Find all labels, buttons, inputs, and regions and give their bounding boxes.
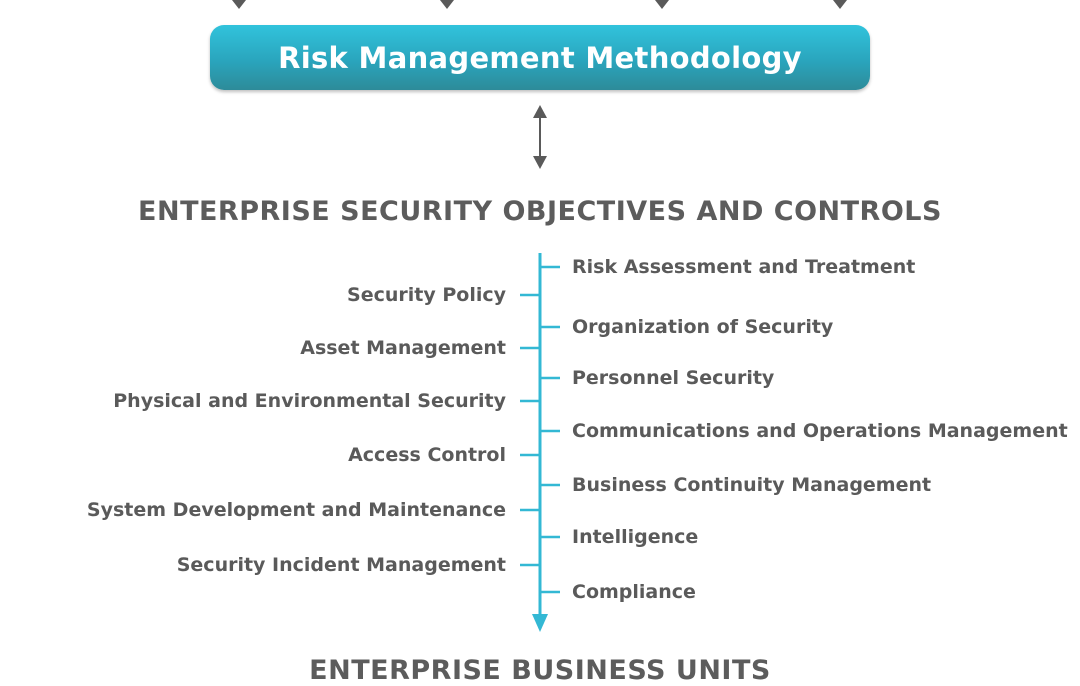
right-item: Personnel Security — [572, 367, 775, 389]
methodology-title: Risk Management Methodology — [278, 40, 802, 75]
right-item: Risk Assessment and Treatment — [572, 256, 916, 278]
right-item: Intelligence — [572, 526, 699, 548]
business-units-title: ENTERPRISE BUSINESS UNITS — [309, 655, 771, 686]
right-item: Communications and Operations Management — [572, 420, 1068, 442]
left-item: System Development and Maintenance — [86, 499, 506, 521]
left-item: Security Policy — [347, 284, 506, 306]
left-item: Access Control — [348, 444, 506, 466]
right-item: Business Continuity Management — [572, 474, 932, 496]
left-item: Security Incident Management — [176, 554, 506, 576]
left-item: Physical and Environmental Security — [113, 390, 506, 412]
objectives-title: ENTERPRISE SECURITY OBJECTIVES AND CONTROLS — [138, 196, 942, 227]
left-item: Asset Management — [300, 337, 506, 359]
right-item: Organization of Security — [572, 316, 834, 338]
right-item: Compliance — [572, 581, 696, 603]
timeline-arrow-head — [532, 614, 548, 632]
